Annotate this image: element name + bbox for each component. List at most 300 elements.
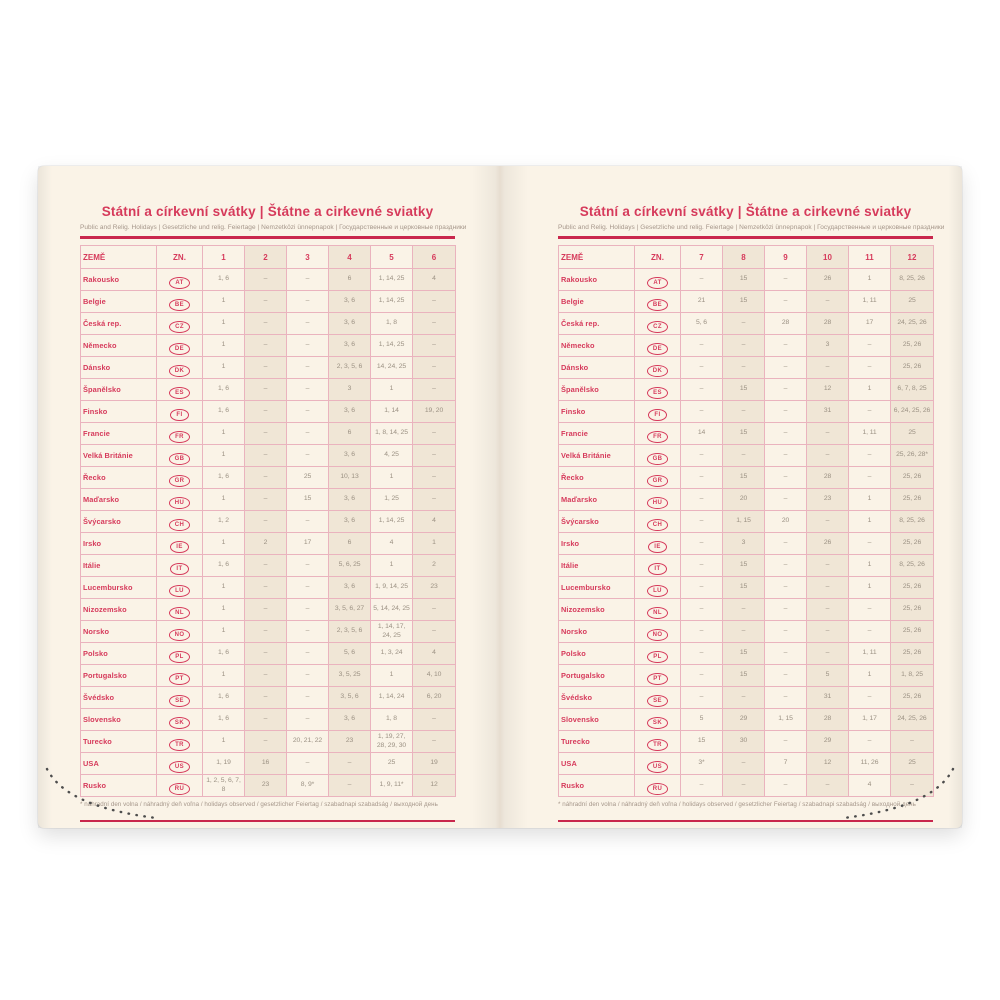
holiday-cell: 6 (329, 533, 371, 555)
holiday-cell: – (287, 445, 329, 467)
holiday-cell: 1, 6 (203, 467, 245, 489)
holiday-cell: – (849, 621, 891, 643)
holiday-cell: 1, 6 (203, 709, 245, 731)
country-code-cell (157, 665, 203, 687)
holiday-cell: 23 (413, 577, 456, 599)
holiday-cell: 25 (891, 753, 934, 775)
country-name: Slovensko (559, 709, 635, 731)
holiday-cell: – (413, 621, 456, 643)
holiday-cell: – (681, 401, 723, 423)
country-code-badge: IE (170, 541, 188, 553)
table-row (559, 511, 934, 533)
holiday-cell: 23 (807, 489, 849, 511)
country-name: Česká rep. (559, 313, 635, 335)
holiday-cell: 1, 6 (203, 687, 245, 709)
holiday-cell: – (245, 445, 287, 467)
holiday-cell: – (245, 357, 287, 379)
holiday-cell: 17 (849, 313, 891, 335)
holiday-cell: 3, 6 (329, 709, 371, 731)
country-code-cell (635, 599, 681, 621)
country-code-cell (157, 753, 203, 775)
holiday-cell: 3, 5, 6, 27 (329, 599, 371, 621)
country-code-badge: PL (169, 651, 189, 663)
country-code-cell (157, 467, 203, 489)
country-code-cell (635, 511, 681, 533)
country-name: Nizozemsko (81, 599, 157, 621)
holiday-cell: – (287, 753, 329, 775)
table-row (81, 687, 456, 709)
country-code-cell (635, 709, 681, 731)
holiday-cell: 1 (371, 379, 413, 401)
holiday-cell: 1 (203, 731, 245, 753)
country-code-cell (157, 423, 203, 445)
holiday-cell: – (765, 335, 807, 357)
holiday-cell: 1 (849, 379, 891, 401)
holiday-cell: – (245, 709, 287, 731)
holiday-cell: 28 (807, 709, 849, 731)
holiday-cell: – (681, 775, 723, 797)
holiday-cell: 1, 6 (203, 643, 245, 665)
holiday-cell: – (723, 753, 765, 775)
country-name: Švýcarsko (81, 511, 157, 533)
holiday-cell: 1, 14, 25 (371, 335, 413, 357)
country-name: Itálie (559, 555, 635, 577)
country-code-badge: BE (169, 299, 190, 311)
holiday-cell: 25 (287, 467, 329, 489)
country-name: Rakousko (81, 269, 157, 291)
country-code-cell (635, 753, 681, 775)
holiday-cell: – (413, 709, 456, 731)
country-code-cell (157, 731, 203, 753)
table-row (559, 533, 934, 555)
country-code-cell (635, 467, 681, 489)
table-row (559, 335, 934, 357)
country-code-badge: NL (647, 607, 668, 619)
table-row (559, 291, 934, 313)
holiday-cell: 25, 26 (891, 687, 934, 709)
holiday-cell: – (681, 379, 723, 401)
country-name: Česká rep. (81, 313, 157, 335)
holiday-cell: 14 (681, 423, 723, 445)
holiday-cell: 1 (203, 533, 245, 555)
country-code-badge: CZ (647, 321, 668, 333)
holiday-cell: 1, 6 (203, 269, 245, 291)
holiday-cell: – (245, 291, 287, 313)
holiday-cell: 1 (203, 291, 245, 313)
table-header-row (559, 246, 934, 269)
holiday-cell: – (245, 269, 287, 291)
country-code-badge: DK (647, 365, 668, 377)
holiday-cell: 19 (413, 753, 456, 775)
holiday-cell: – (681, 643, 723, 665)
holiday-cell: 1 (371, 555, 413, 577)
code-header-cell: ZN. (635, 246, 681, 269)
holiday-cell: 1, 14, 24 (371, 687, 413, 709)
holiday-cell: – (807, 291, 849, 313)
holiday-cell: – (245, 313, 287, 335)
country-code-badge: ES (647, 387, 668, 399)
holiday-cell: – (413, 467, 456, 489)
holiday-cell: 1, 19, 27, 28, 29, 30 (371, 731, 413, 753)
holiday-cell: 6, 20 (413, 687, 456, 709)
holiday-cell: – (287, 511, 329, 533)
table-row (81, 269, 456, 291)
country-code-badge: IE (648, 541, 666, 553)
holiday-cell: – (287, 357, 329, 379)
holiday-cell: – (849, 533, 891, 555)
country-name: Norsko (559, 621, 635, 643)
holiday-cell: 25, 26 (891, 577, 934, 599)
holiday-cell: – (287, 709, 329, 731)
holiday-cell: 3 (329, 379, 371, 401)
holiday-cell: – (765, 533, 807, 555)
holiday-cell: – (765, 401, 807, 423)
holiday-cell: – (849, 445, 891, 467)
holiday-cell: 4 (413, 269, 456, 291)
holiday-cell: 3, 6 (329, 511, 371, 533)
holiday-cell: 3, 6 (329, 489, 371, 511)
holiday-cell: 15 (723, 555, 765, 577)
country-code-cell (157, 643, 203, 665)
holiday-cell: – (807, 577, 849, 599)
holiday-cell: 1 (203, 335, 245, 357)
table-row (559, 379, 934, 401)
holiday-cell: 5, 6, 25 (329, 555, 371, 577)
holiday-cell: – (245, 467, 287, 489)
country-code-cell (635, 643, 681, 665)
holiday-cell: 15 (723, 291, 765, 313)
holiday-cell: – (413, 357, 456, 379)
month-header-cell: 9 (765, 246, 807, 269)
holiday-cell: 16 (245, 753, 287, 775)
holiday-cell: – (765, 423, 807, 445)
holiday-cell: 1 (203, 599, 245, 621)
holiday-cell: – (765, 687, 807, 709)
holiday-cell: – (681, 577, 723, 599)
country-name: Norsko (81, 621, 157, 643)
holiday-cell: 1, 14, 25 (371, 291, 413, 313)
holiday-cell: 15 (723, 423, 765, 445)
page-subtitle: Public and Relig. Holidays | Gesetzliche und relig. Feiertage | Nemzetközi ünnepnapok | Государственные и церковные праздники (80, 224, 467, 231)
country-code-badge: AT (647, 277, 667, 289)
holiday-cell: – (681, 335, 723, 357)
holiday-cell: – (245, 731, 287, 753)
country-code-badge: GB (647, 453, 669, 465)
holiday-cell: – (287, 665, 329, 687)
holiday-cell: – (765, 577, 807, 599)
holiday-cell: 1 (849, 577, 891, 599)
country-code-badge: NO (647, 629, 669, 641)
holiday-cell: 1, 2 (203, 511, 245, 533)
holiday-cell: 3 (807, 335, 849, 357)
holiday-cell: – (245, 401, 287, 423)
holiday-cell: – (287, 401, 329, 423)
table-row (81, 555, 456, 577)
holiday-cell: – (807, 423, 849, 445)
holiday-cell: – (849, 599, 891, 621)
holiday-cell: 4 (849, 775, 891, 797)
table-row (559, 313, 934, 335)
country-code-badge: PT (169, 673, 189, 685)
holiday-cell: – (329, 775, 371, 797)
country-name: Švédsko (81, 687, 157, 709)
holiday-cell: 28 (765, 313, 807, 335)
holiday-cell: 1, 14 (371, 401, 413, 423)
holiday-cell: – (413, 423, 456, 445)
country-code-badge: LU (647, 585, 668, 597)
country-code-cell (157, 709, 203, 731)
table-row (559, 753, 934, 775)
month-header-cell: 12 (891, 246, 934, 269)
holiday-cell: 5 (807, 665, 849, 687)
holiday-cell: – (723, 335, 765, 357)
holiday-cell: – (413, 313, 456, 335)
holiday-cell: – (849, 467, 891, 489)
holiday-cell: – (849, 687, 891, 709)
country-code-badge: US (647, 761, 668, 773)
holiday-cell: 26 (807, 533, 849, 555)
holiday-cell: 10, 13 (329, 467, 371, 489)
country-code-badge: NL (169, 607, 190, 619)
footnote: * náhradní den volna / náhradný deň voľna / holidays observed / gesetzlicher Feiertag / szabadnapi szabadság / выходной день (558, 801, 916, 808)
holiday-cell: 25, 26 (891, 533, 934, 555)
country-code-cell (157, 269, 203, 291)
country-code-cell (635, 489, 681, 511)
holiday-cell: – (681, 687, 723, 709)
country-code-cell (635, 687, 681, 709)
country-name: Lucembursko (559, 577, 635, 599)
table-row (559, 401, 934, 423)
holiday-cell: 3 (723, 533, 765, 555)
holiday-cell: – (245, 599, 287, 621)
country-code-cell (635, 379, 681, 401)
country-code-badge: CH (169, 519, 190, 531)
country-name: Dánsko (81, 357, 157, 379)
holiday-cell: – (807, 511, 849, 533)
country-code-cell (635, 269, 681, 291)
country-name: Rusko (559, 775, 635, 797)
table-row (559, 555, 934, 577)
country-code-cell (635, 775, 681, 797)
country-name: Irsko (559, 533, 635, 555)
holiday-cell: 1, 17 (849, 709, 891, 731)
month-header-cell: 4 (329, 246, 371, 269)
page-left (38, 166, 500, 828)
bottom-rule (558, 820, 933, 822)
country-name: Německo (81, 335, 157, 357)
holiday-cell: 1 (371, 665, 413, 687)
title-rule (80, 236, 455, 239)
holiday-cell: 21 (681, 291, 723, 313)
holiday-cell: 15 (723, 269, 765, 291)
holiday-cell: – (765, 555, 807, 577)
country-code-cell (635, 665, 681, 687)
holiday-cell: – (287, 291, 329, 313)
holiday-cell: 3, 6 (329, 445, 371, 467)
book-spread (38, 166, 962, 828)
holiday-cell: – (807, 599, 849, 621)
holiday-cell: 3, 6 (329, 401, 371, 423)
holiday-cell: 7 (765, 753, 807, 775)
holiday-cell: – (245, 621, 287, 643)
holiday-cell: – (329, 753, 371, 775)
holiday-cell: 4 (413, 643, 456, 665)
country-name: Švédsko (559, 687, 635, 709)
country-code-cell (157, 555, 203, 577)
holiday-cell: – (245, 489, 287, 511)
country-name: Itálie (81, 555, 157, 577)
country-code-cell (635, 577, 681, 599)
holiday-cell: – (849, 731, 891, 753)
holiday-cell: – (723, 445, 765, 467)
country-name: Lucembursko (81, 577, 157, 599)
table-row (81, 291, 456, 313)
country-name: Řecko (81, 467, 157, 489)
holiday-cell: – (413, 599, 456, 621)
holiday-cell: – (765, 467, 807, 489)
country-name: Francie (559, 423, 635, 445)
holiday-cell: – (723, 357, 765, 379)
table-row (559, 467, 934, 489)
holiday-cell: – (807, 775, 849, 797)
country-code-cell (157, 291, 203, 313)
country-name: Rusko (81, 775, 157, 797)
holiday-cell: 25, 26, 28* (891, 445, 934, 467)
holiday-cell: 25 (371, 753, 413, 775)
holiday-cell: 4 (413, 511, 456, 533)
country-code-cell (635, 401, 681, 423)
holiday-cell: – (245, 643, 287, 665)
country-code-badge: BE (647, 299, 668, 311)
table-row (81, 599, 456, 621)
holiday-cell: 1, 11 (849, 643, 891, 665)
country-code-cell (157, 511, 203, 533)
country-name: Finsko (559, 401, 635, 423)
country-code-badge: PL (647, 651, 667, 663)
holiday-cell: 3, 6 (329, 291, 371, 313)
holiday-cell: 11, 26 (849, 753, 891, 775)
holiday-cell: 14, 24, 25 (371, 357, 413, 379)
holiday-cell: – (681, 665, 723, 687)
holiday-cell: 15 (723, 379, 765, 401)
holiday-cell: – (723, 313, 765, 335)
holiday-cell: – (245, 511, 287, 533)
footnote: * náhradní den volna / náhradný deň voľna / holidays observed / gesetzlicher Feiertag / szabadnapi szabadság / выходной день (80, 801, 438, 808)
holiday-cell: 2 (245, 533, 287, 555)
page-title: Státní a církevní svátky | Štátne a cirkevné sviatky (579, 204, 912, 219)
holiday-cell: 25 (891, 291, 934, 313)
page-subtitle: Public and Relig. Holidays | Gesetzliche und relig. Feiertage | Nemzetközi ünnepnapok | Государственные и церковные праздники (558, 224, 945, 231)
holiday-cell: 1 (413, 533, 456, 555)
holiday-cell: 1 (849, 269, 891, 291)
table-row (81, 357, 456, 379)
country-name: Rakousko (559, 269, 635, 291)
holiday-cell: – (681, 489, 723, 511)
country-code-badge: IT (648, 563, 666, 575)
holiday-cell: 1, 6 (203, 555, 245, 577)
country-name: Finsko (81, 401, 157, 423)
country-code-cell (157, 533, 203, 555)
holiday-cell: 1 (203, 621, 245, 643)
table-row (81, 621, 456, 643)
country-name: Belgie (559, 291, 635, 313)
holiday-cell: – (245, 379, 287, 401)
table-row (81, 467, 456, 489)
country-code-cell (635, 335, 681, 357)
table-row (559, 643, 934, 665)
country-code-badge: FI (648, 409, 666, 421)
holiday-cell: 3, 6 (329, 335, 371, 357)
holiday-cell: – (807, 445, 849, 467)
holiday-cell: – (765, 731, 807, 753)
holiday-cell: 1, 15 (723, 511, 765, 533)
table-row (559, 357, 934, 379)
country-code-badge: FR (169, 431, 190, 443)
table-row (559, 599, 934, 621)
country-code-badge: RU (647, 783, 668, 795)
country-code-badge: SK (647, 717, 668, 729)
table-row (559, 621, 934, 643)
country-name: Španělsko (81, 379, 157, 401)
holiday-cell: – (723, 401, 765, 423)
holiday-cell: 25, 26 (891, 621, 934, 643)
holiday-cell: 24, 25, 26 (891, 709, 934, 731)
table-row (81, 379, 456, 401)
holiday-cell: 30 (723, 731, 765, 753)
holiday-cell: – (891, 775, 934, 797)
country-code-cell (157, 687, 203, 709)
country-code-badge: DK (169, 365, 190, 377)
country-name: Portugalsko (81, 665, 157, 687)
holiday-cell: 2, 3, 5, 6 (329, 357, 371, 379)
country-name: Maďarsko (559, 489, 635, 511)
holiday-cell: – (807, 555, 849, 577)
holiday-cell: 1, 3, 24 (371, 643, 413, 665)
holiday-cell: – (765, 445, 807, 467)
country-code-badge: TR (647, 739, 668, 751)
country-code-badge: TR (169, 739, 190, 751)
holiday-cell: 1 (203, 357, 245, 379)
country-code-cell (157, 335, 203, 357)
month-header-cell: 7 (681, 246, 723, 269)
table-row (559, 445, 934, 467)
country-code-badge: DE (647, 343, 668, 355)
holiday-cell: – (681, 555, 723, 577)
holiday-cell: – (723, 687, 765, 709)
holiday-cell: – (287, 379, 329, 401)
holiday-cell: – (413, 489, 456, 511)
holiday-cell: – (287, 269, 329, 291)
country-code-cell (157, 401, 203, 423)
holiday-cell: 15 (723, 577, 765, 599)
country-name: Portugalsko (559, 665, 635, 687)
holiday-cell: 5, 6 (329, 643, 371, 665)
holiday-cell: – (765, 357, 807, 379)
holiday-cell: 1, 8, 25 (891, 665, 934, 687)
holiday-cell: 15 (723, 467, 765, 489)
page-title: Státní a církevní svátky | Štátne a cirkevné sviatky (101, 204, 434, 219)
table-row (559, 775, 934, 797)
title-rule (558, 236, 933, 239)
holiday-cell: – (765, 643, 807, 665)
country-name: Irsko (81, 533, 157, 555)
country-code-cell (635, 621, 681, 643)
holiday-cell: 4, 10 (413, 665, 456, 687)
table-row (81, 775, 456, 797)
holiday-cell: – (765, 665, 807, 687)
country-code-cell (635, 555, 681, 577)
country-code-cell (157, 489, 203, 511)
